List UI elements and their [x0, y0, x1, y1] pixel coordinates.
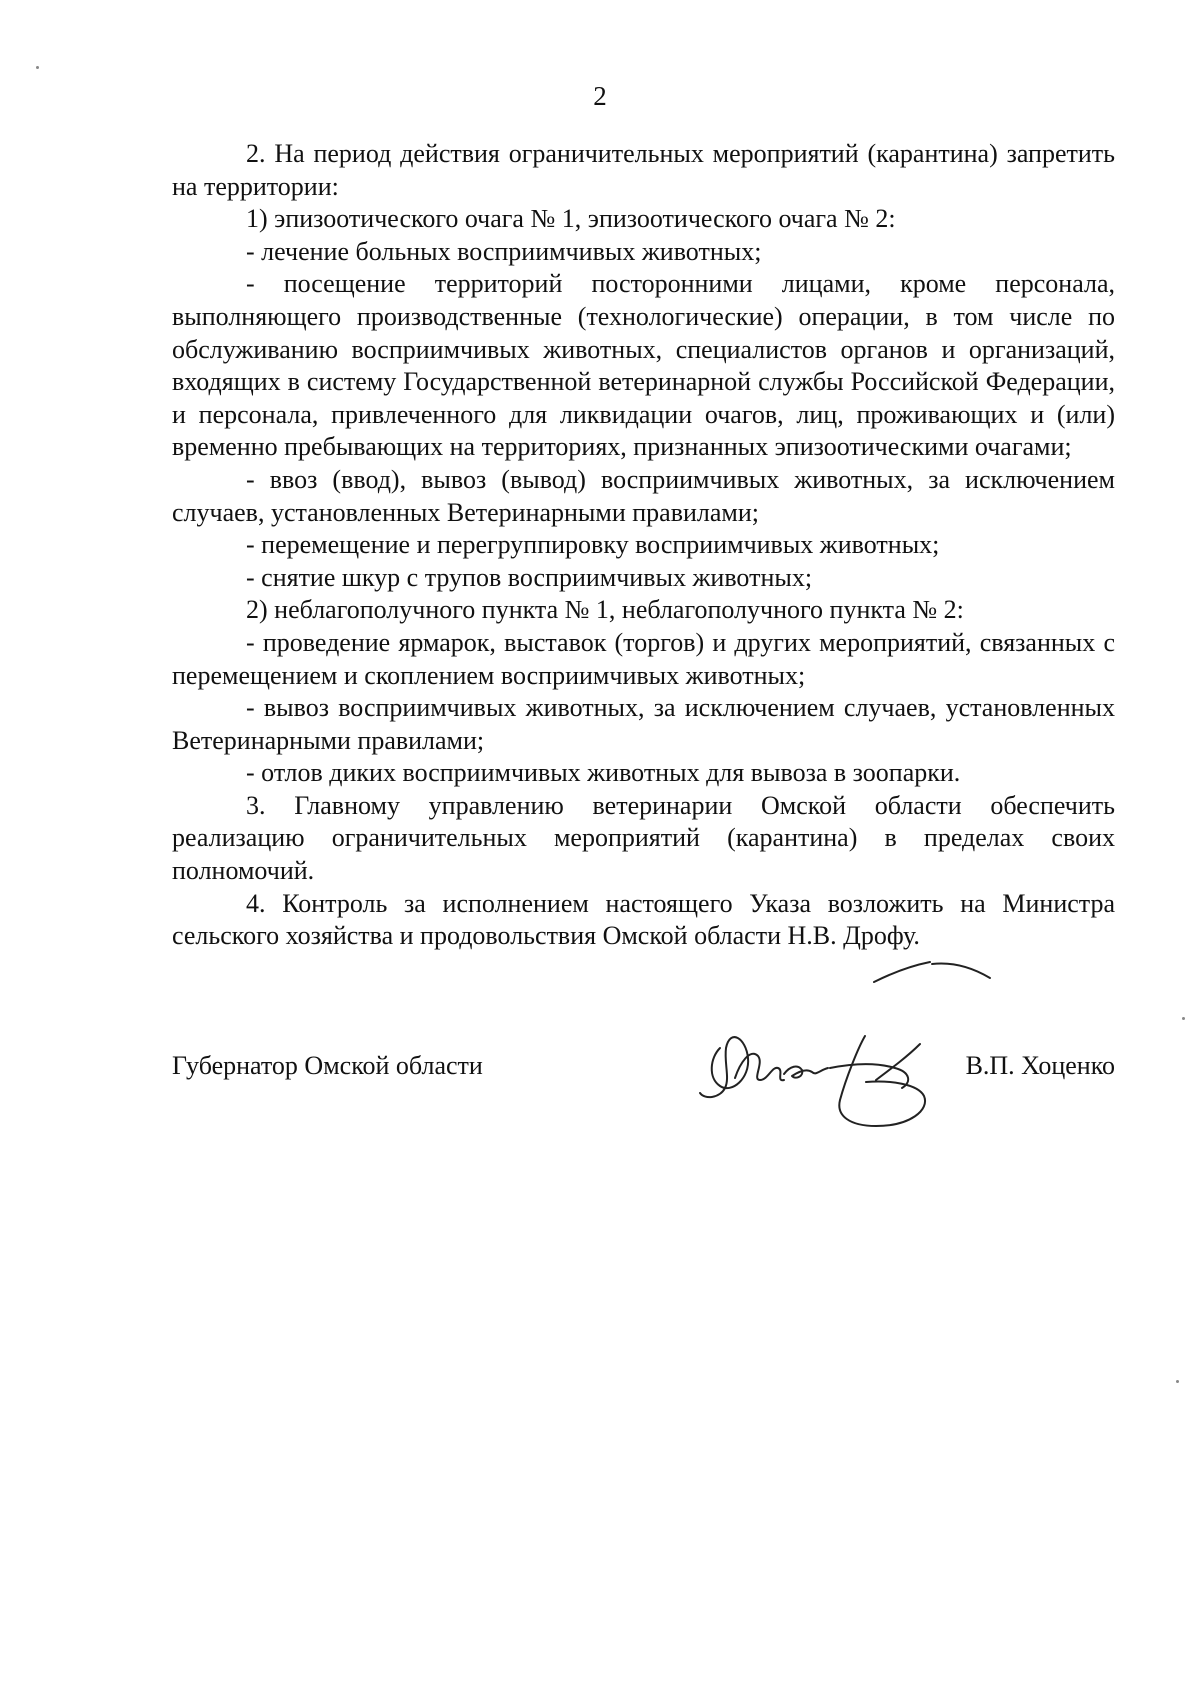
paragraph-2-intro: 2. На период действия ограничительных мероприятий (карантина) запретить на территории: — [172, 139, 1115, 201]
paragraph-4: 4. Контроль за исполнением настоящего Указа возложить на Министра сельского хозяйства и продовольствия Омской области Н.В. Дрофу. — [172, 888, 1115, 951]
paragraph-ban-fairs: - проведение ярмарок, выставок (торгов) и других мероприятий, связанных с перемещением и скоплением восприимчивых животных; — [172, 627, 1115, 690]
signatory-title: Губернатор Омской области — [172, 1051, 483, 1080]
paragraph-2-2-heading: 2) неблагополучного пункта № 1, неблагополучного пункта № 2: — [246, 595, 964, 625]
scan-speck — [1182, 1017, 1185, 1020]
paragraph-ban-import-export: - ввоз (ввод), вывоз (вывод) восприимчивых животных, за исключением случаев, установленных Ветеринарными правилами; — [172, 464, 1115, 527]
paragraph-ban-removal: - вывоз восприимчивых животных, за исключением случаев, установленных Ветеринарными правилами; — [172, 693, 1115, 755]
paragraph-ban-treatment: - лечение больных восприимчивых животных; — [246, 236, 762, 266]
paragraph-2-1-heading: 1) эпизоотического очага № 1, эпизоотического очага № 2: — [246, 204, 896, 234]
handwritten-strike-mark — [870, 948, 1000, 998]
page-number: 2 — [593, 81, 607, 111]
paragraph-ban-regrouping: - перемещение и перегруппировку восприимчивых животных; — [246, 530, 940, 560]
signatory-name: В.П. Хоценко — [965, 1051, 1115, 1080]
paragraph-ban-skinning: - снятие шкур с трупов восприимчивых животных; — [246, 562, 813, 592]
paragraph-ban-visits: - посещение территорий посторонними лицами, кроме персонала, выполняющего производственные (технологические) операции, в том числе по обслуживанию восприимчивых животных, специалистов органов и организаций, входящих в систему Государственной ветеринарной службы Российской Федерации, и персонала, привлеченного для ликвидации очагов, лиц, проживающих и (или) временно пребывающих на территориях, признанных эпизоотическими очагами; — [172, 269, 1115, 462]
scan-speck — [36, 66, 39, 69]
handwritten-signature — [680, 1008, 1000, 1138]
paragraph-3: 3. Главному управлению ветеринарии Омской области обеспечить реализацию ограничительных мероприятий (карантина) в пределах своих полномочий. — [172, 790, 1115, 886]
scan-speck — [1176, 1380, 1179, 1383]
paragraph-ban-capture: - отлов диких восприимчивых животных для вывоза в зоопарки. — [246, 758, 961, 788]
document-body — [172, 138, 1115, 953]
